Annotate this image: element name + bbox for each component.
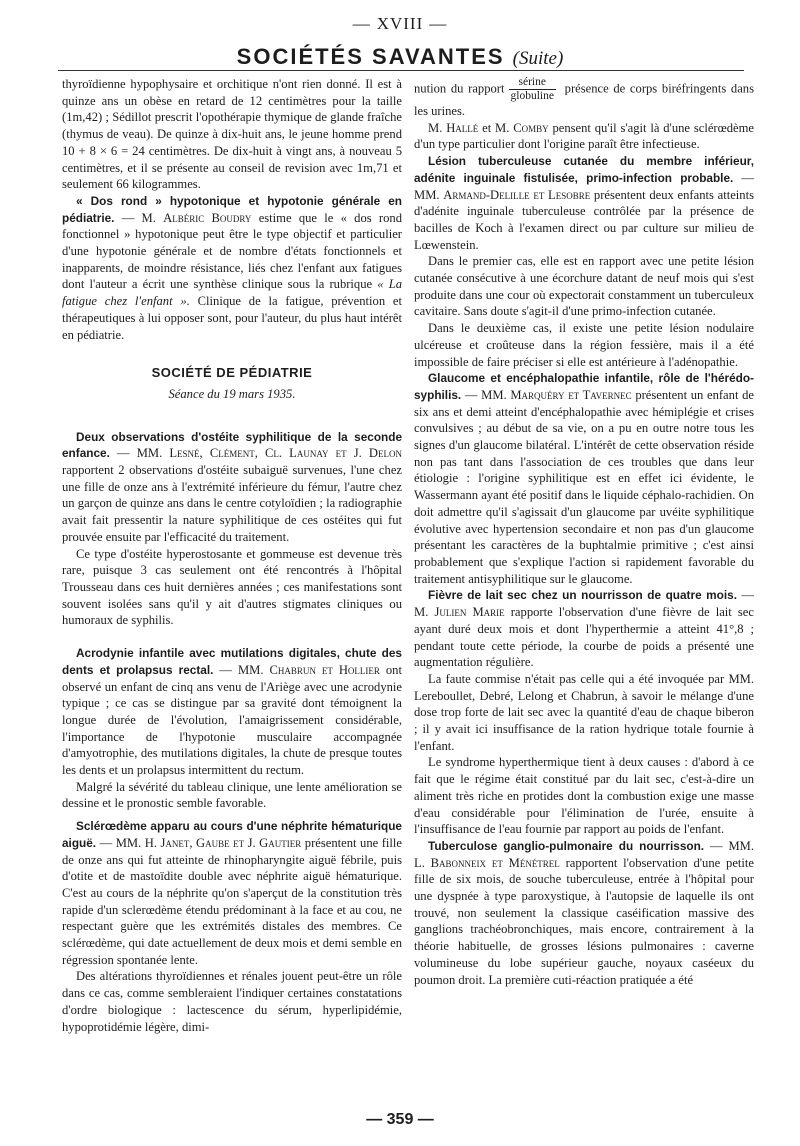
paragraph: thyroïdienne hypophysaire et orchitique n'ont rien donné. Il est à quinze ans un obèse en retard de 12 centimètres pour la taille (1m,42) ; Sédillot prescrit l'opothérapie thymique de glande fraîche (thymus de veau). De quinze à dix-huit ans, le jeune homme prend 10 + 8 × 6 = 24 centimètres. De dix-huit à vingt ans, à nouveau 5 centimètres, et il se présente au conseil de revision avec 1m,71 et seulement 66 kilogrammes. [62,77,402,192]
author: Armand-Delille et Lesobre [443,187,591,202]
text: M. [428,120,447,135]
text: rapportent 2 observations d'ostéite subaiguë survenues, l'une chez une fille de onze ans à l'extrémité inférieure du fémur, l'autre chez un garçon de quinze ans dans le centre cotyloïdien ; la radiographie avait fait pressentir la nature syphilitique de ces ostéites qui fut prouvée ensuite par l'efficacité du traitement. [62,463,402,544]
author: Chabrun et Hollier [269,662,380,677]
right-column [414,76,754,988]
paragraph [62,818,402,968]
seance-date: Séance du 19 mars 1935. [168,386,296,401]
article-title: Fièvre de lait sec chez un nourrisson de quatre mois. [428,588,737,603]
paragraph [414,120,754,153]
text: estime que le « dos rond fonctionnel » hypotonique peut être le type objectif et particulier d'une hypotonie générale et de nombre d'états fonctionnels et inapparents, de moindre résistance, liés chez l'enfant aux fatigues dont l'auteur a écrit une synthèse clinique sous la rubrique [62,210,402,292]
fraction-denominator: globuline [510,90,554,102]
paragraph: Des altérations thyroïdiennes et rénales jouent peut-être un rôle dans ce cas, comme sembleraient l'indiquer certaines constatations d'ordre biologique : lactescence du sérum, hyperlipidémie, hypoprotidémie légère, dimi- [62,969,402,1034]
text: présentent deux enfants atteints d'adénite inguinale tuberculeuse contrôlée par la présence de bacilles de Koch à l'examen direct ou par culture sur milieu de Lœwenstein. [414,187,754,252]
text: et M. [478,120,514,135]
text: — MM. [213,662,270,677]
text: présence de corps biréfringents dans les urines. [414,81,754,118]
paragraph [414,838,754,988]
page-number-text: 359 [386,1111,414,1128]
paragraph [62,429,402,546]
paragraph [414,370,754,587]
text: — MM. [704,838,754,853]
author: Albéric Boudry [163,210,252,225]
text: ont observé un enfant de cinq ans venu de l'Ariège avec une acrodynie typique ; ce cas se distingue par sa gravité dont témoignent la longue durée de l'évolution, l'amaigrissement considérable, l'importance de l'hypotonie musculaire accompagnée d'amyotrophie, des mutilations digitales, la chute de presque toutes les dents et un prolapsus intermittent du rectum. [62,662,402,778]
article-title: Acrodynie infantile avec mutilations digitales, chute des dents et prolapsus rectal. [62,646,402,677]
paragraph: Dans le deuxième cas, il existe une petite lésion nodulaire ulcéreuse et croûteuse dans la région fessière, mais il a été impossible de faire préciser si elle est antérieure à l'adénopathie. [414,321,754,369]
author: Marquéry et Tavernec [510,387,632,402]
author: H. Janet, Gaube et J. Gautier [144,835,302,850]
author: Hallé [446,120,479,135]
text: — MM. [461,387,511,402]
text: pensent qu'il s'agit là d'une sclérœdème d'un type particulier dont l'origine paraît être infectieuse. [414,120,754,152]
text: — MM. [414,170,754,202]
author: Comby [513,120,549,135]
text: présentent un enfant de six ans et demi atteint d'encéphalopathie avec hémiplégie et crises convulsives ; au début de sa vie, on a pu en outre notre tous les signes d'un glaucome bilatéral. L'intérêt de cette observation réside non pas tant dans l'association de ces troubles que dans leur étiologie : l'origine syphilitique est en effet ici évidente, le Wassermann ayant été positif dans le liquide céphalo-rachidien. On doit admettre qu'il s'agissait d'un glaucome par uvéite syphilitique évolutive avec hypertension secondaire et non pas d'un glaucome présentant les caractères de la buphtalmie primitive ; c'est ainsi probablement que s'explique l'action si rapidement favorable du traitement antisyphilitique sur le glaucome. [414,387,754,586]
text: — MM. [109,446,170,461]
paragraph: Le syndrome hyperthermique tient à deux causes : d'abord à ce fait que le régime était constitué par du lait sec, c'est-à-dire un aliment très riche en protides dont la combustion exige une masse d'eau considérable pour l'élimination de l'urée, ensuite à l'insuffisance de l'eau fournie par rapport au poids de l'enfant. [414,755,754,837]
text: rapportent l'observation d'une petite fille de six mois, de souche tuberculeuse, entrée à l'hôpital pour une dyspnée à type paroxystique, à l'autopsie de laquelle ils ont trouvé, non seulement la classique caséification massive des ganglions trachéobronchiques, mais encore, contrairement à la théorie habituelle, de grosses lésions pulmonaires : caverne volumineuse du lobe supérieur gauche, noyaux caséeux du poumon droit. La première cuti-réaction pratiquée a été [414,855,754,987]
article-title: Tuberculose ganglio-pulmonaire du nourrisson. [428,838,705,853]
paragraph [62,645,402,779]
text: Clinique de la fatigue, prévention et thérapeutiques à lui opposer sont, pour l'auteur, du plus haut intérêt en pédiatrie. [62,294,402,342]
text: rapporte l'observation d'une fièvre de lait sec ayant duré deux mois et dont l'hyperthermie a atteint 41°,8 ; pendant toute cette période, la courbe de poids a présenté une augmentation régulière. [414,605,754,670]
fraction [509,76,556,103]
text: — M. [414,588,754,620]
article-title: Sclérœdème apparu au cours d'une néphrite hématurique aiguë. [62,819,402,850]
page-roman-numeral: — XVIII — [352,14,448,33]
roman-text: XVIII [376,14,424,33]
page-number: — 359 — [366,1111,434,1128]
paragraph [414,587,754,671]
author: Lesné, Clément, Cl. Launay et J. Delon [169,446,402,461]
author: Julien Marie [434,605,505,620]
rubric: « La fatigue chez l'enfant ». [62,277,403,309]
header-suite: (Suite) [512,48,564,69]
paragraph [62,193,402,343]
left-column [62,76,402,1035]
author: L. Babonneix et Ménétrel [414,855,560,870]
article-title: Lésion tuberculeuse cutanée du membre inférieur, adénite inguinale fistulisée, primo-infection probable. [414,154,754,185]
header-title: SOCIÉTÉS SAVANTES [236,44,505,69]
text: présentent une fille de onze ans qui fut atteinte de rhinopharyngite aiguë fébrile, puis d'otite et de mastoïdite double avec néphrite aiguë hématurique. C'est au cours de la néphrite qu'on s'aperçut de la constitution très rapide d'un sclerœdème étendu prédominant à la face et au cou, ne respectant guère que les extrémités distales des membres. Ce sclérœdème, qui date actuellement de deux mois et demi semble en régression spontanée lente. [62,835,402,967]
text: nution du rapport [414,81,505,96]
paragraph: La faute commise n'était pas celle qui a été invoquée par MM. Lereboullet, Debré, Lelong et Chabrun, à savoir le mélange d'une dose trop forte de lait sec avec la quantité d'eau de chaque biberon ; il y avait ici insuffisance de la ration hydrique totale fournie à l'enfant. [414,671,754,753]
header-rule [58,70,744,71]
paragraph: Malgré la sévérité du tableau clinique, une lente amélioration se dessine et le pronostic semble favorable. [62,779,402,811]
text: — M. [114,210,164,225]
running-header [0,44,800,70]
article-title: Deux observations d'ostéite syphilitique de la seconde enfance. [62,429,402,461]
paragraph: Dans le premier cas, elle est en rapport avec une petite lésion cutanée consécutive à une écorchure datant de neuf mois qui s'est produite dans une cour où expectorait constamment un tuberculeux cavitaire. Sans doute s'agit-il d'une primo-infection cutanée. [414,254,754,319]
section-heading: SOCIÉTÉ DE PÉDIATRIE [151,365,313,381]
paragraph [414,153,754,253]
text: — MM. [96,835,145,850]
article-title: « Dos rond » hypotonique et hypotonie générale en pédiatrie. [62,193,402,225]
article-title: Glaucome et encéphalopathie infantile, rôle de l'hérédo-syphilis. [414,371,754,402]
paragraph: Ce type d'ostéite hyperostosante et gommeuse est devenue très rare, puisque 3 cas seulement ont été rencontrés à l'hôpital Trousseau dans ces huit dernières années ; ces manifestations sont souvent isolées sans qu'il y ait d'autres stigmates cliniques ou humoraux de syphilis. [62,546,402,628]
paragraph [414,76,754,120]
fraction-numerator: sérine [509,76,556,90]
